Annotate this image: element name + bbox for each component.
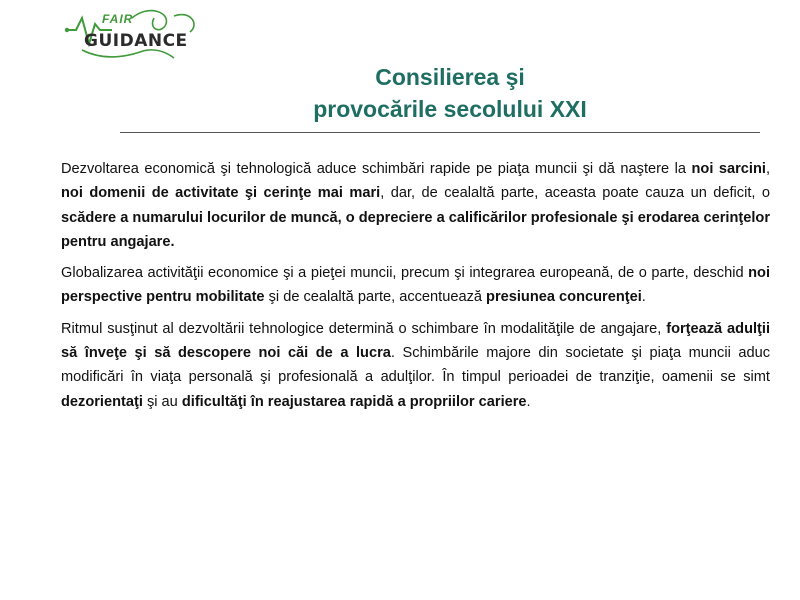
body-text: . xyxy=(526,393,531,410)
paragraph-technology-pace xyxy=(61,317,770,414)
logo-text-guidance: GUIDANCE xyxy=(84,31,188,51)
body-text: . xyxy=(641,289,646,306)
body-text: Globalizarea activităţii economice şi a pieţei muncii, precum şi integrarea europeană, de o parte, deschid xyxy=(61,265,749,282)
fair-guidance-logo xyxy=(62,6,204,64)
body-text: Ritmul susţinut al dezvoltării tehnologice determină o schimbare în modalităţile de angajare, xyxy=(61,320,667,337)
body-text: şi de cealaltă parte, accentuează xyxy=(264,289,487,306)
emphasis-text: dificultăţi în reajustarea rapidă a propriilor cariere xyxy=(181,393,527,410)
emphasis-text: noi sarcini xyxy=(691,161,766,177)
emphasis-text: presiunea concurenţei xyxy=(486,289,642,306)
paragraph-economic-development xyxy=(61,157,770,254)
paragraph-globalization xyxy=(61,261,770,310)
body-text: , dar, de cealaltă parte, aceasta poate cauza un deficit, o xyxy=(380,185,771,202)
body-text: Dezvoltarea economică şi tehnologică aduce schimbări rapide pe piaţa muncii şi dă naştere la xyxy=(61,161,692,177)
emphasis-text: forţează adulţii să înveţe şi să descopere noi căi de a lucra xyxy=(61,320,771,362)
emphasis-text: scădere a numarului locurilor de muncă, o depreciere a calificărilor profesionale şi erodarea cerinţelor pentru angajare. xyxy=(61,209,770,250)
slide-title-line-1: Consilierea şi xyxy=(375,64,525,90)
emphasis-text: dezorientaţi xyxy=(61,393,143,410)
body-text: , xyxy=(765,161,770,177)
emphasis-text: noi perspective pentru mobilitate xyxy=(61,265,770,306)
title-divider xyxy=(120,132,760,133)
emphasis-text: noi domenii de activitate şi cerinţe mai mari xyxy=(61,185,381,202)
slide-title-line-2: provocările secolului XXI xyxy=(313,96,587,122)
logo-text-fair: FAIR xyxy=(102,12,134,26)
body-text: . Schimbările majore din societate şi piaţa muncii aduc modificări în viaţa personală şi profesională a adulţilor. În timpul perioadei de tranziţie, oamenii se simt xyxy=(61,345,770,386)
slide-body xyxy=(61,157,770,421)
body-text: şi au xyxy=(142,393,182,410)
